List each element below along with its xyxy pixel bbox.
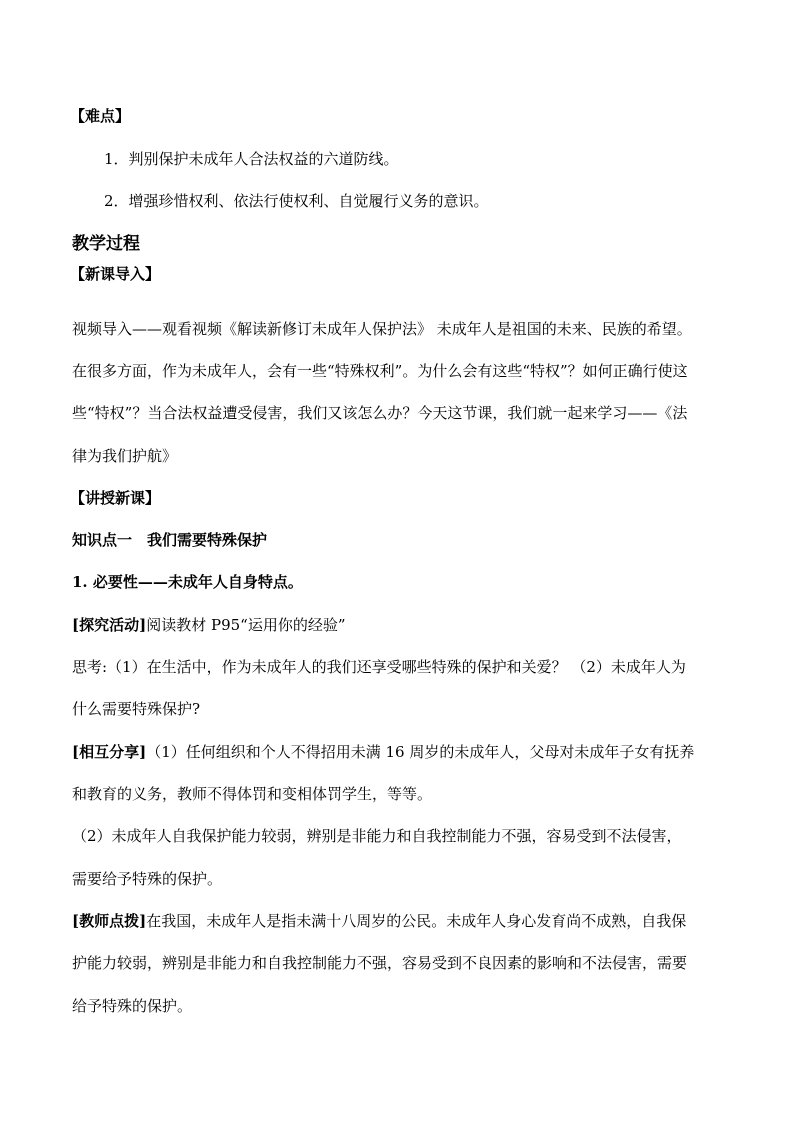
share-line-1 (72, 742, 694, 762)
teacher-line-3: 给予特殊的保护。 (72, 997, 193, 1015)
explore-tag: [探究活动] (72, 616, 147, 634)
think-line-1: 思考:（1）在生活中，作为未成年人的我们还享受哪些特殊的保护和关爱？ （2）未成年人为 (72, 658, 686, 676)
intro-heading: 【新课导入】 (70, 265, 161, 283)
share-text: （1）任何组织和个人不得招用未满 16 周岁的未成年人，父母对未成年子女有抚养 (146, 743, 695, 761)
knowledge-point-1: 知识点一 我们需要特殊保护 (72, 531, 268, 549)
share-tag: [相互分享] (72, 743, 147, 761)
teacher-line-1 (72, 911, 686, 931)
teacher-text: 在我国，未成年人是指未满十八周岁的公民。未成年人身心发育尚不成熟，自我保 (146, 912, 687, 930)
share-line-4: 需要给予特殊的保护。 (72, 870, 223, 888)
think-line-2: 什么需要特殊保护? (72, 700, 201, 718)
lecture-heading: 【讲授新课】 (70, 489, 161, 507)
intro-line-2: 在很多方面，作为未成年人，会有一些“特殊权利”。为什么会有这些“特权”？如何正确行使这 (72, 362, 688, 380)
intro-line-4: 律为我们护航》 (72, 447, 178, 465)
intro-line-3: 些“特权”？当合法权益遭受侵害，我们又该怎么办？今天这节课，我们就一起来学习——《法 (72, 404, 688, 422)
share-line-3: （2）未成年人自我保护能力较弱，辨别是非能力和自我控制能力不强，容易受到不法侵害， (72, 827, 682, 845)
teacher-tag: [教师点拨] (72, 912, 147, 930)
share-line-2: 和教育的义务，教师不得体罚和变相体罚学生，等等。 (72, 785, 433, 803)
necessity-subheading: 1. 必要性——未成年人自身特点。 (72, 573, 303, 591)
intro-line-1: 视频导入——观看视频《解读新修订未成年人保护法》 未成年人是祖国的未来、民族的希望。 (72, 320, 692, 338)
section-title: 教学过程 (72, 234, 140, 254)
difficulty-item-2: 2．增强珍惜权利、依法行使权利、自觉履行义务的意识。 (104, 192, 489, 210)
difficulty-item-1: 1．判别保护未成年人合法权益的六道防线。 (104, 150, 399, 168)
explore-text: 阅读教材 P95“运用你的经验” (146, 616, 346, 634)
difficulties-heading: 【难点】 (70, 107, 131, 125)
teacher-line-2: 护能力较弱，辨别是非能力和自我控制能力不强，容易受到不良因素的影响和不法侵害，需要 (72, 954, 688, 972)
explore-activity (72, 615, 346, 635)
